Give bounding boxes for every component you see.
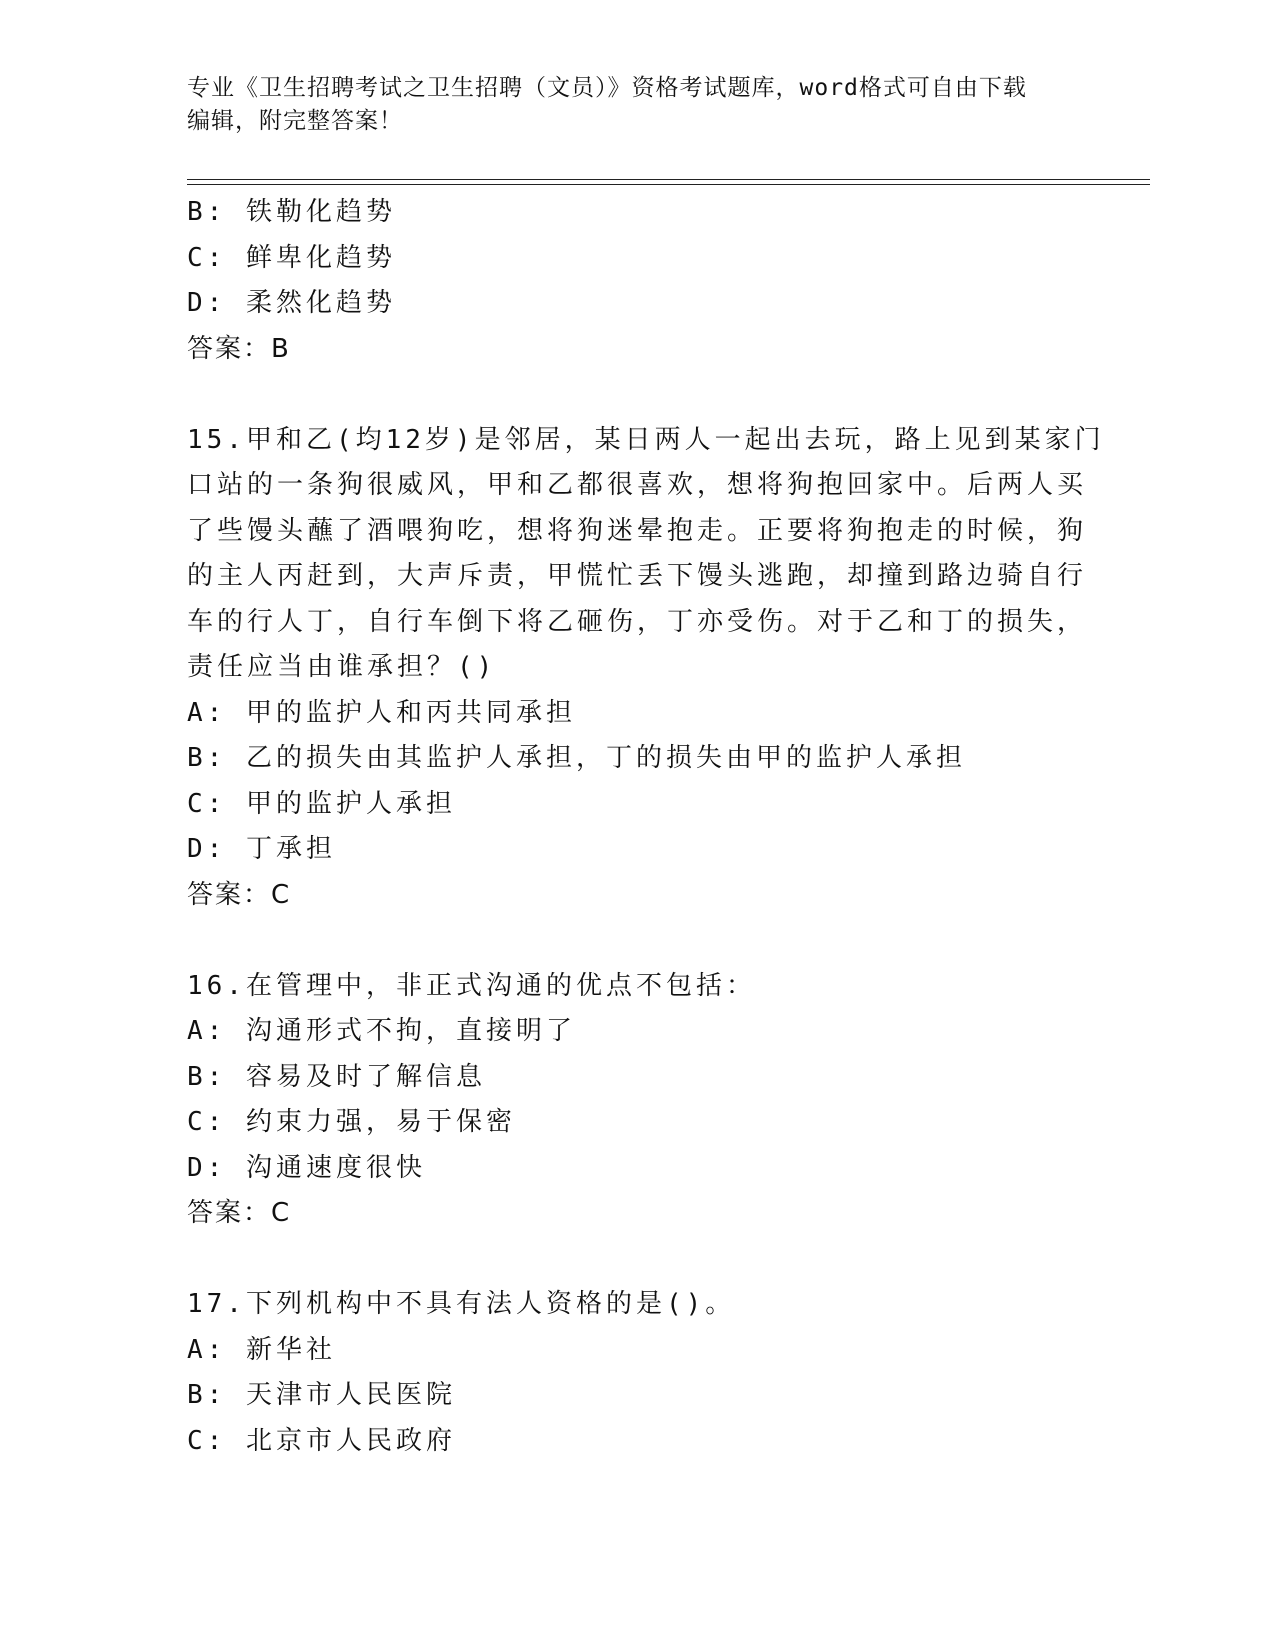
q15-stem-line: 口站的一条狗很威风，甲和乙都很喜欢，想将狗抱回家中。后两人买 [187,470,1088,500]
question-15 [187,418,1105,919]
q15-stem-line: 责任应当由谁承担？() [187,652,497,682]
q16-option-b: B: 容易及时了解信息 [187,1061,486,1092]
header-divider-top [187,179,1150,180]
q16-stem: 16.在管理中，非正式沟通的优点不包括： [187,970,756,1001]
spacer [187,918,1087,964]
q14-answer: 答案：B [187,333,291,364]
q17-option-a: A: 新华社 [187,1334,336,1365]
q16-option-d: D: 沟通速度很快 [187,1152,426,1183]
spacer [187,1237,1087,1283]
q15-stem-line: 车的行人丁，自行车倒下将乙砸伤，丁亦受伤。对于乙和丁的损失， [187,606,1088,637]
header-line-1: 专业《卫生招聘考试之卫生招聘（文员）》资格考试题库，word格式可自由下载 [187,75,1027,101]
q16-option-a: A: 沟通形式不拘，直接明了 [187,1016,576,1046]
header-divider-bottom [187,184,1150,185]
q14-option-d: D: 柔然化趋势 [187,288,396,318]
q15-option-c: C: 甲的监护人承担 [187,788,456,819]
q15-option-d: D: 丁承担 [187,834,336,864]
q16-option-c: C: 约束力强，易于保密 [187,1107,516,1137]
question-17 [187,1282,1087,1464]
spacer [187,372,1087,418]
header-line-2: 编辑，附完整答案！ [187,108,403,134]
q17-option-b: B: 天津市人民医院 [187,1380,456,1410]
q15-option-b: B: 乙的损失由其监护人承担，丁的损失由甲的监护人承担 [187,743,966,773]
q15-stem-line: 的主人丙赶到，大声斥责，甲慌忙丢下馒头逃跑，却撞到路边骑自行 [187,561,1088,591]
q17-option-c: C: 北京市人民政府 [187,1425,456,1456]
q15-answer: 答案：C [187,879,292,910]
question-content [187,190,1105,1464]
q15-option-a: A: 甲的监护人和丙共同承担 [187,697,576,728]
q15-stem-line: 了些馒头蘸了酒喂狗吃，想将狗迷晕抱走。正要将狗抱走的时候，狗 [187,515,1088,546]
question-16 [187,964,1087,1237]
q16-answer: 答案：C [187,1198,292,1228]
q17-stem: 17.下列机构中不具有法人资格的是()。 [187,1289,736,1319]
q14-option-c: C: 鲜卑化趋势 [187,242,396,273]
question-14-tail [187,190,1087,372]
q15-stem-line: 15.甲和乙(均12岁)是邻居，某日两人一起出去玩，路上见到某家门 [187,424,1105,455]
document-header [187,72,1067,138]
q14-option-b: B: 铁勒化趋势 [187,197,396,227]
